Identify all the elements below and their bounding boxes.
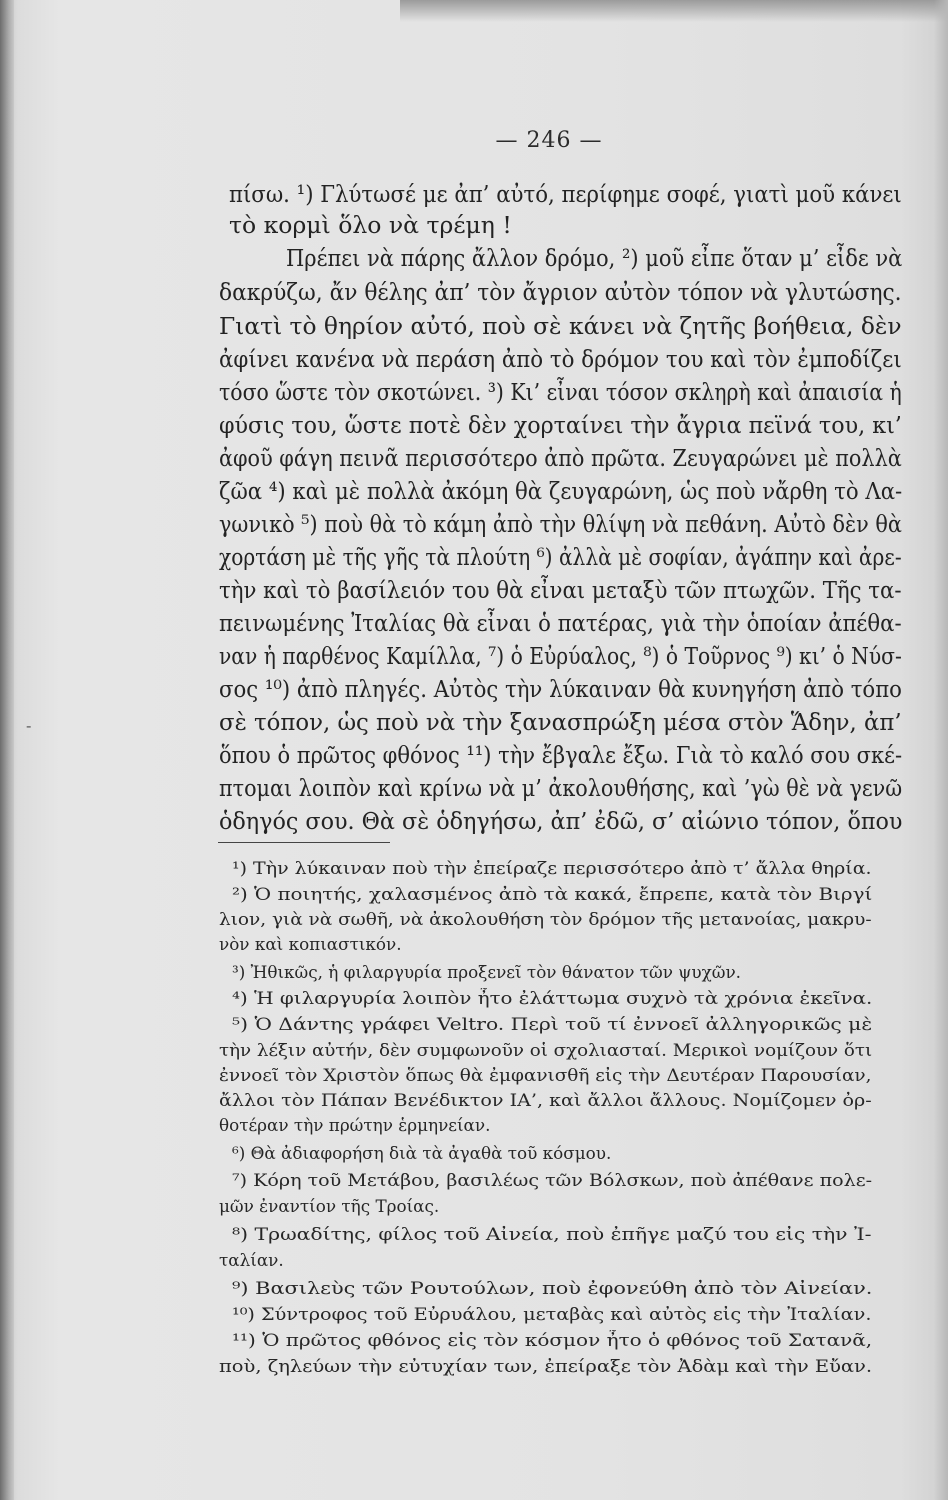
- text-line: σος ¹⁰) ἀπὸ πληγές. Αὐτὸς τὴν λύκαιναν θὰ κυνηγήση ἀπὸ τόπο: [219, 675, 902, 703]
- text-line: χορτάση μὲ τῆς γῆς τὰ πλούτη ⁶) ἀλλὰ μὲ σοφίαν, ἀγάπην καὶ ἀρε-: [219, 543, 902, 571]
- text-line: γωνικὸ ⁵) ποὺ θὰ τὸ κάμη ἀπὸ τὴν θλίψη νὰ πεθάνη. Αὐτὸ δὲν θὰ: [219, 510, 902, 538]
- footnote-line: νὸν καὶ κοπιαστικόν.: [219, 934, 402, 954]
- footnote-separator: [218, 842, 390, 843]
- footnote-line: ἄλλοι τὸν Πάπαν Βενέδικτον ΙΑ’, καὶ ἄλλοι ἄλλους. Νομίζομεν ὀρ-: [219, 1090, 872, 1110]
- text-line: τὸ κορμὶ ὅλο νὰ τρέμη !: [229, 211, 512, 239]
- text-line: φύσις του, ὥστε ποτὲ δὲν χορταίνει τὴν ἄγρια πεϊνά του, κι’: [219, 411, 902, 439]
- footnote-line: ⁹) Βασιλεὺς τῶν Ρουτούλων, ποὺ ἐφονεύθη ἀπὸ τὸν Αἰνείαν.: [232, 1278, 873, 1298]
- footnote-line: ταλίαν.: [219, 1250, 284, 1270]
- top-edge-shadow: [400, 0, 948, 22]
- footnote-line: θοτέραν τὴν πρώτην ἑρμηνείαν.: [219, 1115, 491, 1135]
- footnote-line: ⁷) Κόρη τοῦ Μετάβου, βασιλέως τῶν Βόλσκων, ποὺ ἀπέθανε πολε-: [232, 1170, 873, 1190]
- text-line: ὅπου ὁ πρῶτος φθόνος ¹¹) τὴν ἔβγαλε ἔξω. Γιὰ τὸ καλό σου σκέ-: [219, 741, 903, 769]
- text-line: ναν ἡ παρθένος Καμίλλα, ⁷) ὁ Εὐρύαλος, ⁸) ὁ Τοῦρνος ⁹) κι’ ὁ Νύσ-: [219, 642, 902, 670]
- text-line: ζῶα ⁴) καὶ μὲ πολλὰ ἀκόμη θὰ ζευγαρώνη, ὡς ποὺ νἄρθη τὸ Λα-: [219, 477, 903, 505]
- footnote-line: λιον, γιὰ νὰ σωθῆ, νὰ ἀκολουθήση τὸν δρόμον τῆς μετανοίας, μακρυ-: [219, 909, 872, 929]
- text-line: πτομαι λοιπὸν καὶ κρίνω νὰ μ’ ἀκολουθήσης, καὶ ’γὼ θὲ νὰ γενῶ: [219, 774, 903, 802]
- footnote-line: ¹⁰) Σύντροφος τοῦ Εὐρυάλου, μεταβὰς καὶ αὐτὸς εἰς τὴν Ἰταλίαν.: [232, 1304, 872, 1324]
- footnote-line: ¹) Τὴν λύκαιναν ποὺ τὴν ἐπείραζε περισσότερο ἀπὸ τ’ ἄλλα θηρία.: [232, 858, 872, 878]
- text-line: πεινωμένης Ἰταλίας θὰ εἶναι ὁ πατέρας, γιὰ τὴν ὁποίαν ἀπέθα-: [219, 609, 902, 637]
- text-line: ἀφοῦ φάγη πεινᾶ περισσότερο ἀπὸ πρῶτα. Ζευγαρώνει μὲ πολλὰ: [219, 444, 902, 472]
- text-line: ἀφίνει κανένα νὰ περάση ἀπὸ τὸ δρόμον του καὶ τὸν ἐμποδίζει: [219, 345, 902, 373]
- binding-shadow: [0, 0, 14, 1500]
- margin-mark: -: [26, 716, 32, 735]
- text-line: δακρύζω, ἄν θέλης ἀπ’ τὸν ἄγριον αὐτὸν τόπον νὰ γλυτώσης.: [219, 278, 902, 306]
- page-number: — 246 —: [495, 128, 603, 153]
- footnote-line: ¹¹) Ὁ πρῶτος φθόνος εἰς τὸν κόσμον ἦτο ὁ φθόνος τοῦ Σατανᾶ,: [232, 1330, 873, 1350]
- text-line: Γιατὶ τὸ θηρίον αὐτό, ποὺ σὲ κάνει νὰ ζητῆς βοήθεια, δὲν: [219, 312, 902, 340]
- text-line: τόσο ὥστε τὸν σκοτώνει. ³) Κι’ εἶναι τόσον σκληρὴ καὶ ἀπαισία ἡ: [219, 378, 902, 406]
- text-line: ὁδηγός σου. Θὰ σὲ ὁδηγήσω, ἀπ’ ἐδῶ, σ’ αἰώνιο τόπον, ὅπου: [219, 807, 903, 835]
- footnote-line: μῶν ἐναντίον τῆς Τροίας.: [219, 1196, 440, 1216]
- footnote-line: ἐννοεῖ τὸν Χριστὸν ὅπως θὰ ἐμφανισθῆ εἰς τὴν Δευτέραν Παρουσίαν,: [219, 1065, 872, 1085]
- footnote-line: ⁶) Θὰ ἀδιαφορήση διὰ τὰ ἀγαθὰ τοῦ κόσμου.: [232, 1143, 612, 1163]
- text-line: τὴν καὶ τὸ βασίλειόν του θὰ εἶναι μεταξὺ τῶν πτωχῶν. Τῆς τα-: [219, 576, 902, 604]
- footnote-line: ποὺ, ζηλεύων τὴν εὐτυχίαν των, ἐπείραξε τὸν Ἀδὰμ καὶ τὴν Εὔαν.: [219, 1356, 873, 1376]
- footnote-line: ⁴) Ἡ φιλαργυρία λοιπὸν ἦτο ἐλάττωμα συχνὸ τὰ χρόνια ἐκεῖνα.: [232, 988, 873, 1008]
- footnote-line: ⁸) Τρωαδίτης, φίλος τοῦ Αἰνεία, ποὺ ἐπῆγε μαζύ του εἰς τὴν Ἰ-: [232, 1224, 872, 1244]
- right-edge-shadow: [934, 0, 948, 1500]
- footnote-line: ⁵) Ὁ Δάντης γράφει Veltro. Περὶ τοῦ τί ἐννοεῖ ἀλληγορικῶς μὲ: [232, 1014, 873, 1034]
- footnote-line: τὴν λέξιν αὐτήν, δὲν συμφωνοῦν οἱ σχολιασταί. Μερικοὶ νομίζουν ὅτι: [219, 1040, 873, 1060]
- footnote-line: ³) Ἠθικῶς, ἡ φιλαργυρία προξενεῖ τὸν θάνατον τῶν ψυχῶν.: [232, 962, 741, 982]
- text-line: πίσω. ¹) Γλύτωσέ με ἀπ’ αὐτό, περίφημε σοφέ, γιατὶ μοῦ κάνει: [229, 180, 902, 208]
- text-line: Πρέπει νὰ πάρης ἄλλον δρόμο, ²) μοῦ εἶπε ὅταν μ’ εἶδε νὰ: [286, 244, 903, 272]
- footnote-line: ²) Ὁ ποιητής, χαλασμένος ἀπὸ τὰ κακά, ἔπρεπε, κατὰ τὸν Βιργί: [232, 884, 873, 904]
- text-line: σὲ τόπον, ὡς ποὺ νὰ τὴν ξανασπρώξη μέσα στὸν Ἅδην, ἀπ’: [219, 708, 902, 736]
